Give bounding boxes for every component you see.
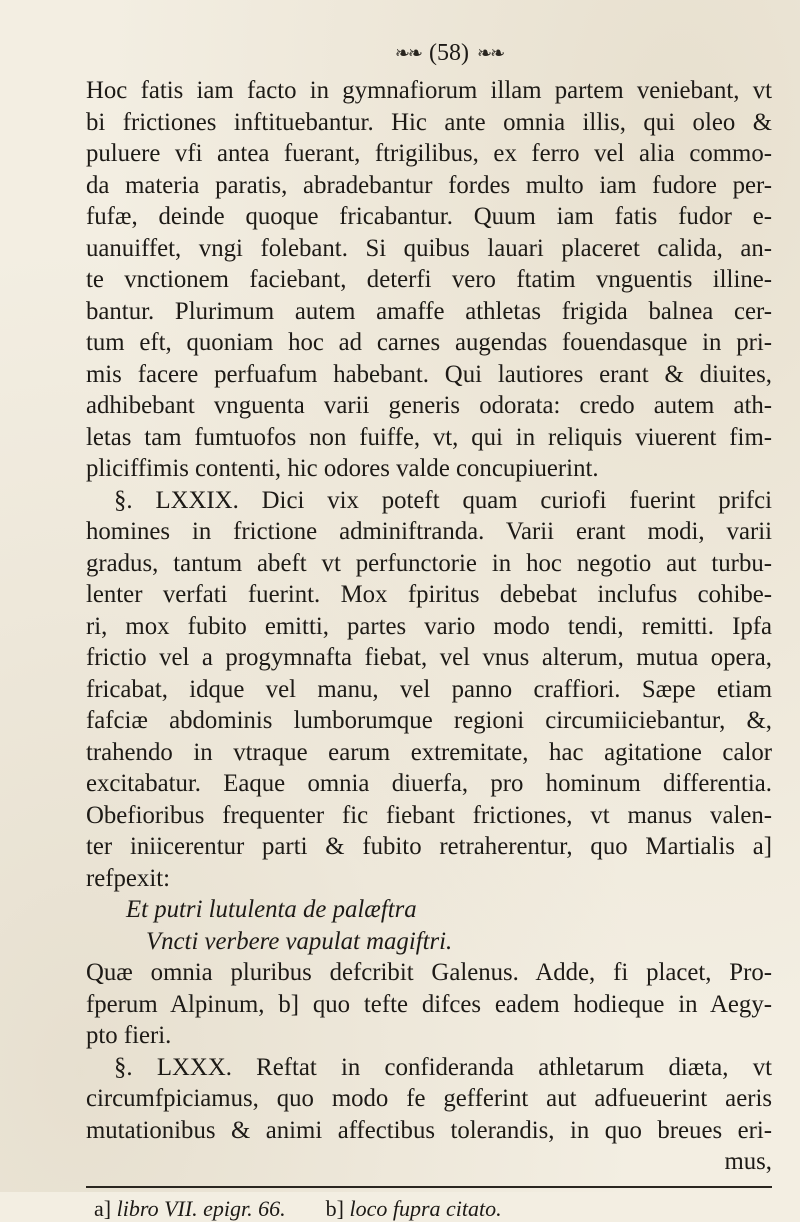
text-line: excitabatur. Eaque omnia diuerfa, pro hominum differentia. — [86, 770, 772, 797]
text-line: bi frictiones inftituebantur. Hic ante omnia illis, qui oleo & — [86, 108, 772, 136]
text-line: tum eft, quoniam hoc ad carnes augendas fouendasque in pri- — [86, 329, 772, 356]
footnote-text: loco fupra citato. — [349, 1195, 502, 1221]
text-line: adhibebant vnguenta varii generis odorata: credo autem ath- — [86, 392, 772, 419]
verse-line: Et putri lutulenta de palæftra — [126, 896, 417, 923]
text-line: pto fieri. — [86, 1022, 172, 1049]
footnote-label: b] — [325, 1195, 344, 1221]
section-heading-line: §. LXXIX. Dici vix poteft quam curiofi fuerint prifci — [114, 486, 772, 514]
text-line: ri, mox fubito emitti, partes vario modo tendi, remitti. Ipfa — [86, 612, 772, 640]
footnote-b — [326, 1196, 502, 1222]
page-number: (58) — [429, 40, 469, 66]
text-line: da materia paratis, abradebantur fordes multo iam fudore per- — [86, 171, 772, 199]
text-line: letas tam fumtuofos non fuiffe, vt, qui in reliquis viuerent fim- — [86, 423, 772, 451]
text-line: circumfpiciamus, quo modo fe gefferint aut adfueuerint aeris — [86, 1085, 772, 1112]
body-text — [86, 75, 772, 1178]
text-line: fafciæ abdominis lumborumque regioni circumiiciebantur, &, — [86, 707, 772, 734]
section-heading-line: §. LXXX. Reftat in confideranda athletarum diæta, vt — [114, 1053, 772, 1081]
text-line: te vnctionem faciebant, deterfi vero ftatim vnguentis illine- — [86, 266, 772, 293]
text-line: refpexit: — [86, 864, 170, 892]
text-line: Quæ omnia pluribus defcribit Galenus. Adde, fi placet, Pro- — [86, 959, 772, 986]
text-line: fperum Alpinum, b] quo tefte difces eadem hodieque in Aegy- — [86, 990, 772, 1018]
catchword: mus, — [724, 1148, 772, 1175]
text-line: uanuiffet, vngi folebant. Si quibus lauari placeret calida, an- — [86, 234, 772, 262]
text-line: fufæ, deinde quoque fricabantur. Quum iam fatis fudor e- — [86, 203, 772, 230]
text-line: Obefioribus frequenter fic fiebant frictiones, vt manus valen- — [86, 801, 772, 829]
ornament-left-icon: ❧❧ — [394, 43, 421, 64]
text-line: bantur. Plurimum autem amaffe athletas frigida balnea cer- — [86, 297, 772, 325]
text-line: mis facere perfuafum habebant. Qui lautiores erant & diuites, — [86, 360, 772, 388]
text-line: gradus, tantum abeft vt perfunctorie in hoc negotio aut turbu- — [86, 549, 772, 577]
ornament-right-icon: ❧❧ — [476, 43, 504, 64]
footnote-label: a] — [94, 1195, 112, 1221]
footnote-a — [94, 1196, 286, 1222]
page-header — [126, 40, 772, 67]
text-line: homines in frictione adminiftranda. Varii erant modi, varii — [86, 518, 772, 545]
text-line: ter iniicerentur parti & fubito retraherentur, quo Martialis a] — [86, 833, 772, 860]
text-line: Hoc fatis iam facto in gymnafiorum illam partem veniebant, vt — [86, 77, 772, 104]
footnotes — [86, 1196, 772, 1222]
text-line: mutationibus & animi affectibus tolerandis, in quo breues eri- — [86, 1116, 772, 1144]
text-line: trahendo in vtraque earum extremitate, hac agitatione calor — [86, 738, 772, 766]
text-line: fricabat, idque vel manu, vel panno craffiori. Sæpe etiam — [86, 675, 772, 703]
text-line: frictio vel a progymnafta fiebat, vel vnus alterum, mutua opera, — [86, 644, 772, 671]
footnote-rule — [86, 1186, 772, 1188]
footnote-text: libro VII. epigr. 66. — [116, 1195, 286, 1221]
text-line: pliciffimis contenti, hic odores valde concupiuerint. — [86, 455, 599, 482]
text-line: lenter verfati fuerint. Mox fpiritus debebat inclufus cohibe- — [86, 581, 772, 608]
text-line: puluere vfi antea fuerant, ftrigilibus, ex ferro vel alia commo- — [86, 140, 772, 167]
verse-line: Vncti verbere vapulat magiftri. — [146, 927, 453, 955]
